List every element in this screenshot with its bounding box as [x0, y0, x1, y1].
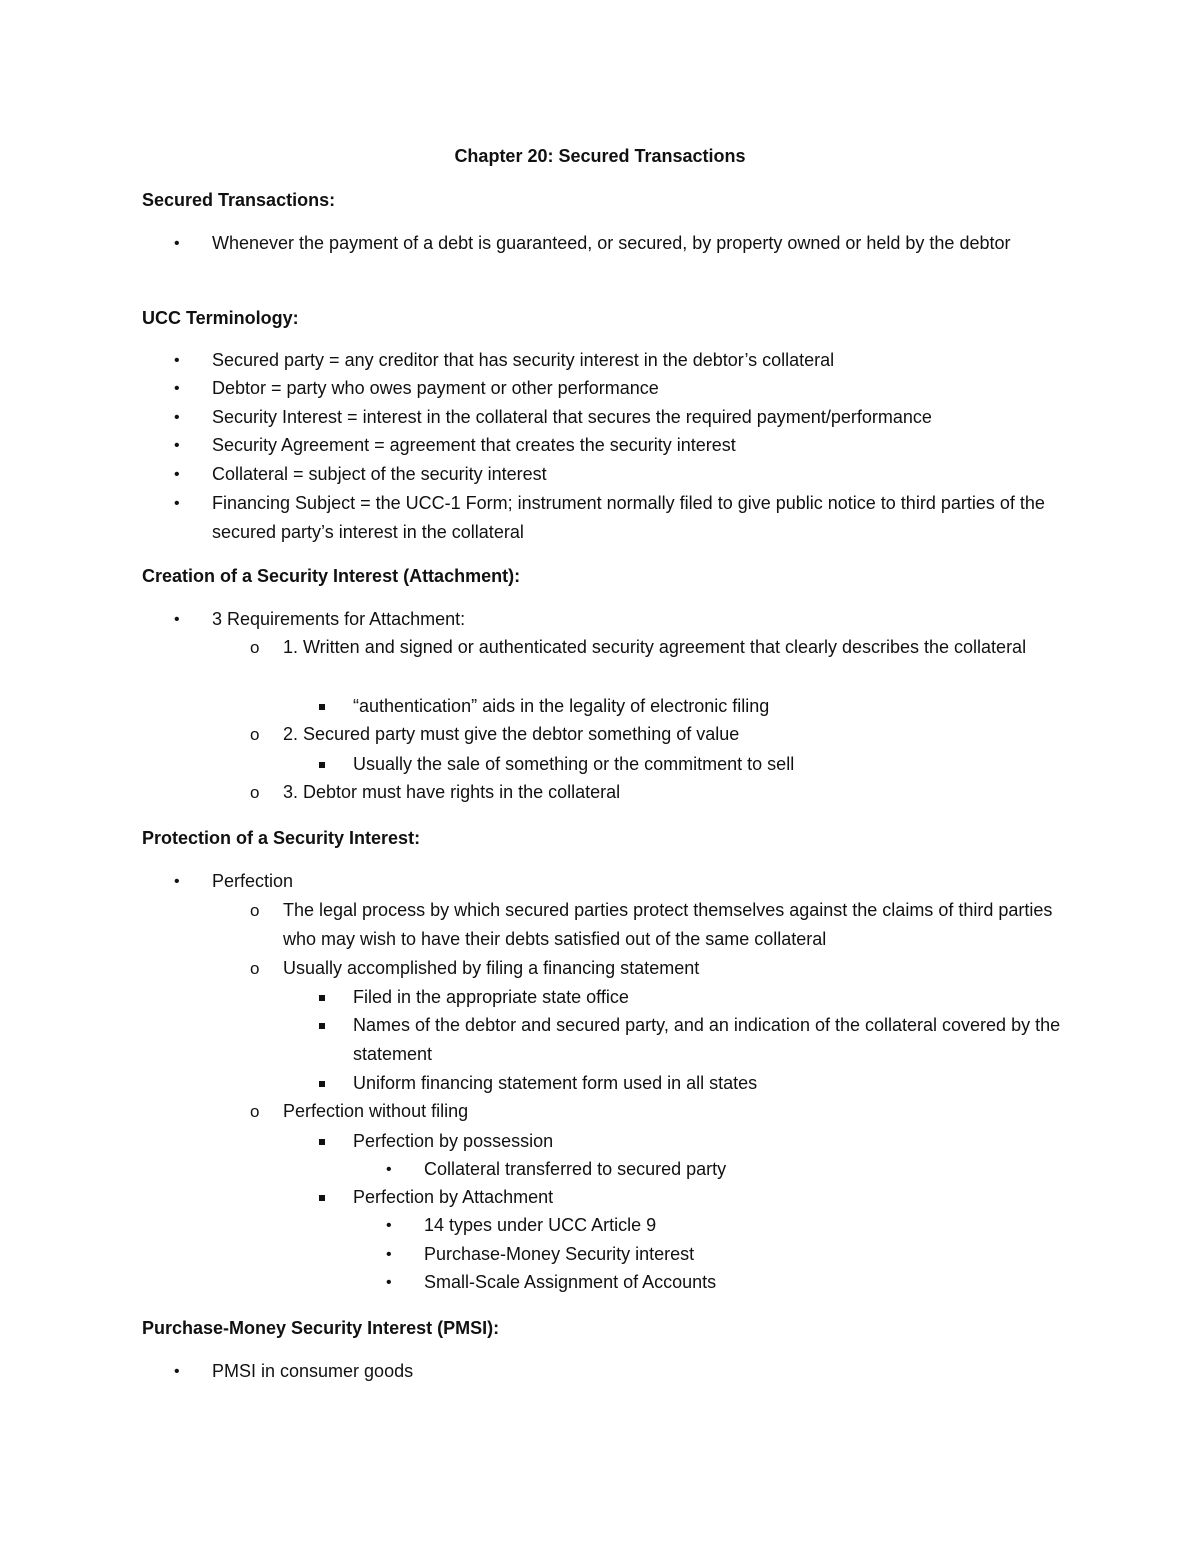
circle-marker: o — [250, 959, 260, 978]
circle-marker: o — [250, 638, 260, 657]
list-item — [353, 750, 1073, 779]
list-item-text: Usually the sale of something or the commitment to sell — [353, 754, 795, 774]
list-item-text: Security Agreement = agreement that creates the security interest — [212, 435, 736, 455]
section-heading: UCC Terminology: — [142, 308, 299, 328]
bullet-marker: • — [174, 235, 180, 252]
list-item-text: Collateral = subject of the security interest — [212, 464, 547, 484]
list-item-text: 3. Debtor must have rights in the collateral — [283, 782, 621, 802]
bullet-marker: • — [174, 873, 180, 890]
square-marker — [319, 704, 325, 710]
list-item — [250, 954, 1073, 983]
bullet-marker: • — [386, 1217, 392, 1234]
list-item — [386, 1211, 1074, 1240]
bullet-marker: • — [386, 1274, 392, 1291]
bullet-marker: • — [174, 495, 180, 512]
list-item — [250, 633, 1073, 662]
section-heading: Purchase-Money Security Interest (PMSI): — [142, 1318, 500, 1338]
square-marker — [319, 1023, 325, 1029]
list-item — [174, 346, 1072, 375]
list-item-text: Purchase-Money Security interest — [424, 1244, 695, 1264]
list-item-text: Secured party = any creditor that has security interest in the debtor’s collateral — [212, 350, 835, 370]
bullet-marker: • — [174, 409, 180, 426]
list-item-text: Uniform financing statement form used in all states — [353, 1073, 758, 1093]
list-item — [174, 1357, 1072, 1386]
list-item — [353, 983, 1073, 1012]
list-item-text: Security Interest = interest in the collateral that secures the required payment/performance — [212, 407, 932, 427]
list-item — [353, 1183, 1073, 1212]
list-item-text: 14 types under UCC Article 9 — [424, 1215, 657, 1235]
circle-marker: o — [250, 725, 260, 744]
list-item — [353, 692, 1073, 721]
list-item-text: “authentication” aids in the legality of electronic filing — [353, 696, 770, 716]
list-item-text: Filed in the appropriate state office — [353, 987, 629, 1007]
list-item-text: Whenever the payment of a debt is guaranteed, or secured, by property owned or held by the debtor — [212, 233, 1011, 253]
list-item — [174, 229, 1072, 258]
circle-marker: o — [250, 1102, 260, 1121]
list-item — [174, 403, 1072, 432]
bullet-marker: • — [386, 1161, 392, 1178]
section-heading: Creation of a Security Interest (Attachment): — [142, 566, 521, 586]
list-item-text: Collateral transferred to secured party — [424, 1159, 727, 1179]
list-item — [386, 1268, 1074, 1297]
list-item — [174, 431, 1072, 460]
list-item-text: Financing Subject = the UCC-1 Form; instrument normally filed to give public notice to third parties of the secured party’s interest in the collateral — [212, 493, 1045, 542]
list-item — [174, 489, 1072, 547]
list-item — [386, 1155, 1074, 1184]
list-item-text: Usually accomplished by filing a financing statement — [283, 958, 700, 978]
list-item-text: Perfection by possession — [353, 1131, 554, 1151]
square-marker — [319, 1139, 325, 1145]
list-item-text: 1. Written and signed or authenticated security agreement that clearly describes the collateral — [283, 637, 1027, 657]
square-marker — [319, 1081, 325, 1087]
list-item — [353, 1011, 1073, 1069]
list-item-text: 2. Secured party must give the debtor something of value — [283, 724, 740, 744]
list-item-text: Perfection without filing — [283, 1101, 469, 1121]
list-item-text: Debtor = party who owes payment or other performance — [212, 378, 659, 398]
list-item — [250, 1097, 1073, 1126]
circle-marker: o — [250, 901, 260, 920]
bullet-marker: • — [174, 380, 180, 397]
list-item — [174, 460, 1072, 489]
bullet-marker: • — [174, 437, 180, 454]
bullet-marker: • — [386, 1246, 392, 1263]
list-item — [250, 778, 1073, 807]
list-item-text: Perfection — [212, 871, 294, 891]
section-heading: Secured Transactions: — [142, 190, 336, 210]
list-item — [250, 896, 1073, 954]
list-item — [174, 867, 1072, 896]
list-item — [174, 605, 1072, 634]
list-item-text: Small-Scale Assignment of Accounts — [424, 1272, 717, 1292]
list-item — [174, 374, 1072, 403]
square-marker — [319, 762, 325, 768]
list-item — [353, 1069, 1073, 1098]
list-item — [386, 1240, 1074, 1269]
list-item-text: PMSI in consumer goods — [212, 1361, 414, 1381]
square-marker — [319, 1195, 325, 1201]
bullet-marker: • — [174, 1363, 180, 1380]
document-title: Chapter 20: Secured Transactions — [454, 146, 746, 166]
circle-marker: o — [250, 783, 260, 802]
square-marker — [319, 995, 325, 1001]
bullet-marker: • — [174, 611, 180, 628]
section-heading: Protection of a Security Interest: — [142, 828, 421, 848]
list-item-text: Perfection by Attachment — [353, 1187, 554, 1207]
list-item-text: The legal process by which secured parties protect themselves against the claims of third parties who may wish to have their debts satisfied out of the same collateral — [283, 900, 1053, 949]
list-item-text: Names of the debtor and secured party, and an indication of the collateral covered by the statement — [353, 1015, 1061, 1064]
list-item — [353, 1127, 1073, 1156]
bullet-marker: • — [174, 352, 180, 369]
bullet-marker: • — [174, 466, 180, 483]
list-item-text: 3 Requirements for Attachment: — [212, 609, 466, 629]
list-item — [250, 720, 1073, 749]
